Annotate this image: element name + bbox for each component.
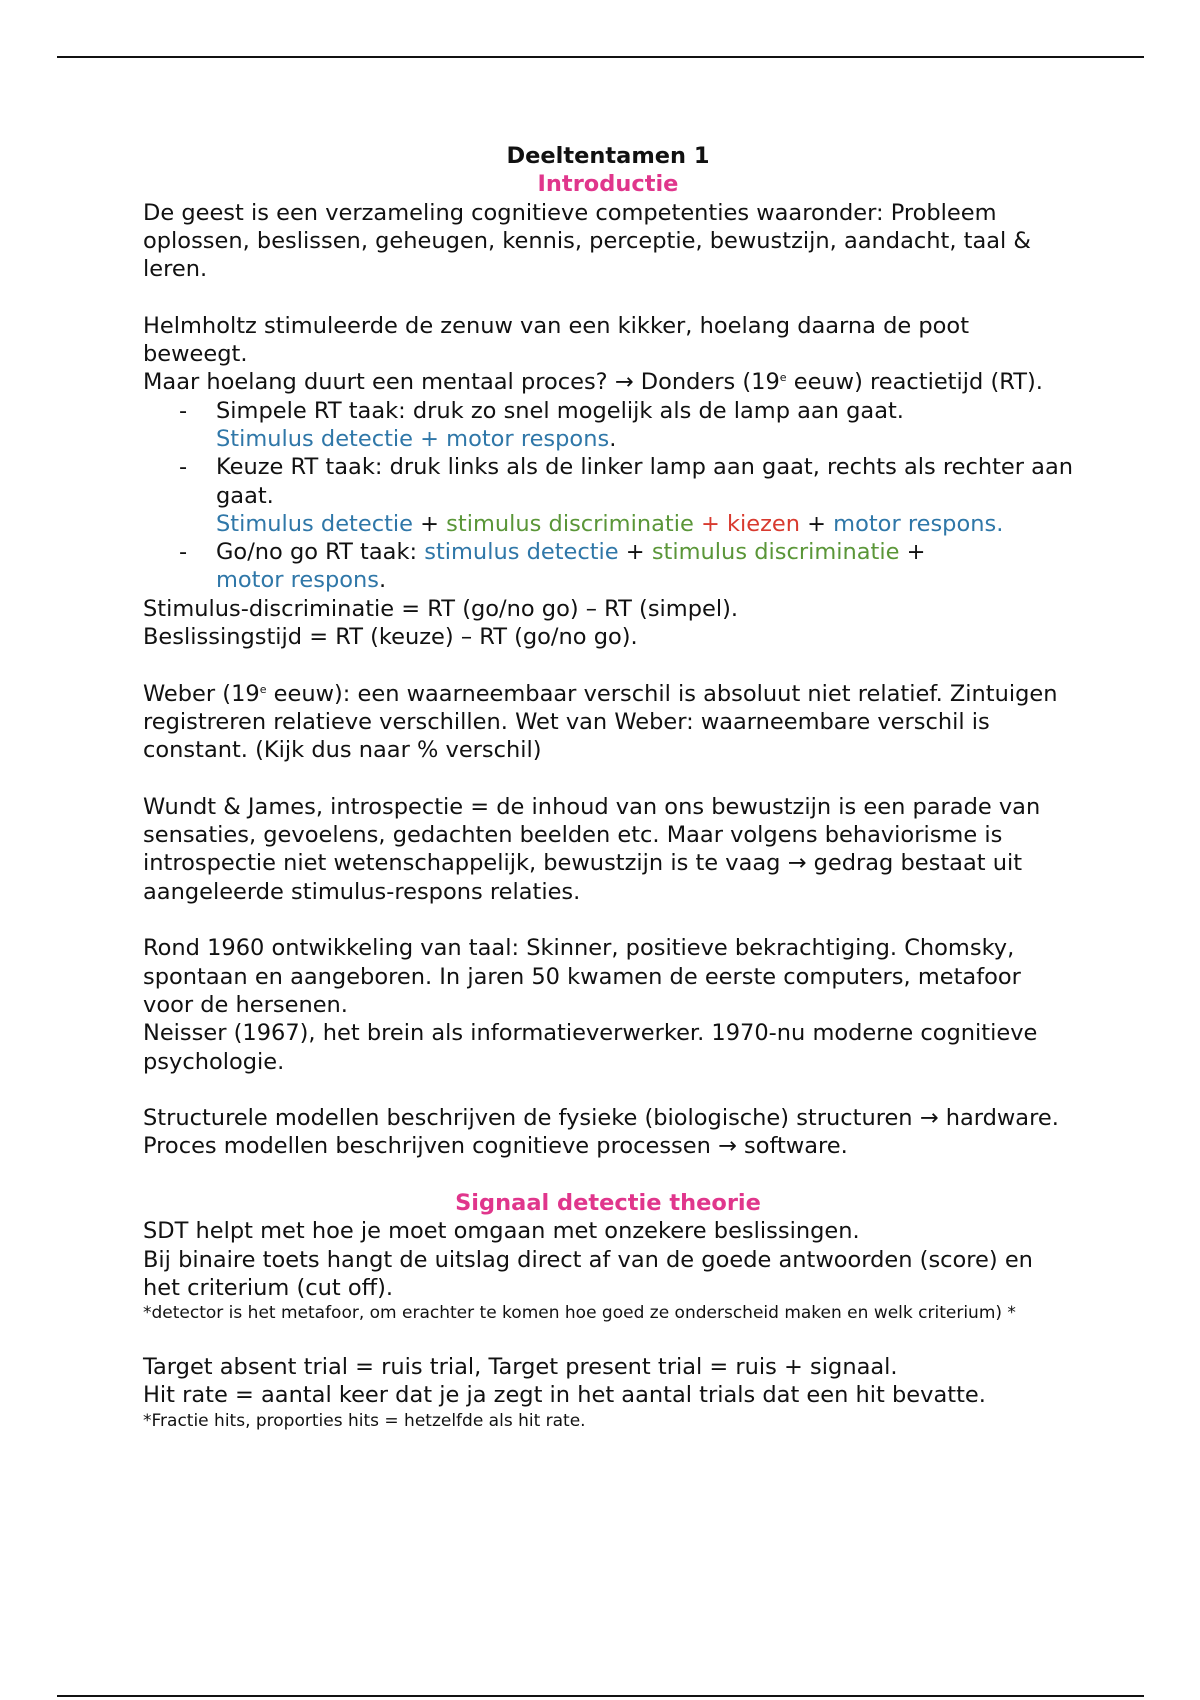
paragraph-hit-rate: Hit rate = aantal keer dat je ja zegt in het aantal trials dat een hit bevatte. xyxy=(143,1382,986,1409)
bottom-rule xyxy=(57,1695,1144,1697)
plus: + xyxy=(800,510,834,537)
donders-pre: Maar hoelang duurt een mentaal proces? → Donders (19 xyxy=(143,369,780,396)
go-no-go-text: Go/no go RT taak: xyxy=(216,539,425,566)
paragraph-sdt: SDT helpt met hoe je moet omgaan met onzekere beslissingen. xyxy=(143,1218,860,1245)
plus: + xyxy=(899,539,926,566)
document-title: Deeltentamen 1 xyxy=(506,143,710,169)
period: . xyxy=(379,567,387,594)
note-detector: *detector is het metafoor, om erachter te komen hoe goed ze onderscheid maken en welk criterium) * xyxy=(143,1303,1016,1324)
plus: + xyxy=(413,510,447,537)
weber-post: eeuw): een waarneembaar verschil is absoluut niet relatief. Zintuigen registreren relatieve verschillen. Wet van Weber: waarneembare verschil is constant. (Kijk dus naar % verschil) xyxy=(143,680,1058,764)
blank-line xyxy=(143,906,1073,934)
section-heading-introductie: Introductie xyxy=(537,171,679,198)
motor-respons-term: motor respons xyxy=(216,567,380,594)
list-item-keuze-rt xyxy=(143,453,1073,538)
list-item-simpele-rt xyxy=(143,397,1073,454)
motor-respons-term: motor respons. xyxy=(833,510,1004,537)
formula-stimulus-discriminatie: Stimulus-discriminatie = RT (go/no go) – RT (simpel). xyxy=(143,595,739,622)
paragraph-donders xyxy=(143,368,1073,396)
paragraph-neisser: Neisser (1967), het brein als informatieverwerker. 1970-nu moderne cognitieve psychologie. xyxy=(143,1020,1038,1075)
blank-line xyxy=(143,1325,1073,1353)
top-rule xyxy=(57,56,1144,58)
stimulus-detectie-term: Stimulus detectie xyxy=(216,510,413,537)
period: . xyxy=(609,425,617,452)
formula-beslissingstijd: Beslissingstijd = RT (keuze) – RT (go/no go). xyxy=(143,624,638,651)
paragraph-geest: De geest is een verzameling cognitieve competenties waaronder: Probleem oplossen, beslissen, geheugen, kennis, perceptie, bewustzijn, aandacht, taal & leren. xyxy=(143,199,1031,283)
stimulus-discriminatie-term: stimulus discriminatie xyxy=(651,539,900,566)
keuze-rt-text: Keuze RT taak: druk links als de linker lamp aan gaat, rechts als rechter aan gaat. xyxy=(216,454,1073,509)
donders-superscript: e xyxy=(779,371,787,385)
blank-line xyxy=(143,651,1073,679)
dash-marker: - xyxy=(179,397,188,424)
plus: + xyxy=(618,539,652,566)
paragraph-structurele-modellen: Structurele modellen beschrijven de fysieke (biologische) structuren → hardware. xyxy=(143,1105,1059,1132)
simpele-rt-components: Stimulus detectie + motor respons xyxy=(216,425,610,452)
weber-pre: Weber (19 xyxy=(143,680,260,707)
blank-line xyxy=(143,1076,1073,1104)
list-item-go-no-go-rt xyxy=(143,538,1073,595)
paragraph-proces-modellen: Proces modellen beschrijven cognitieve processen → software. xyxy=(143,1133,848,1160)
rt-task-list xyxy=(143,397,1073,595)
paragraph-weber xyxy=(143,680,1073,765)
simpele-rt-text: Simpele RT taak: druk zo snel mogelijk als de lamp aan gaat. xyxy=(216,397,904,424)
donders-post: eeuw) reactietijd (RT). xyxy=(786,369,1043,396)
weber-superscript: e xyxy=(259,682,267,696)
blank-line xyxy=(143,283,1073,311)
blank-line xyxy=(143,1161,1073,1189)
dash-marker: - xyxy=(179,539,188,566)
dash-marker: - xyxy=(179,454,188,481)
section-heading-signaal-detectie: Signaal detectie theorie xyxy=(455,1189,761,1216)
paragraph-wundt-james: Wundt & James, introspectie = de inhoud van ons bewustzijn is een parade van sensaties, gevoelens, gedachten beelden etc. Maar volgens behaviorisme is introspectie niet wetenschappelijk, bewustzijn is te vaag → gedrag bestaat uit aangeleerde stimulus-respons relaties. xyxy=(143,793,1041,905)
document-body xyxy=(143,142,1073,1432)
note-fractie-hits: *Fractie hits, proporties hits = hetzelfde als hit rate. xyxy=(143,1410,586,1431)
stimulus-detectie-term: stimulus detectie xyxy=(424,539,619,566)
blank-line xyxy=(143,765,1073,793)
stimulus-discriminatie-term: stimulus discriminatie xyxy=(446,510,694,537)
paragraph-binaire-toets: Bij binaire toets hangt de uitslag direct af van de goede antwoorden (score) en het criterium (cut off). xyxy=(143,1246,1033,1301)
kiezen-term: + kiezen xyxy=(693,510,800,537)
paragraph-helmholtz: Helmholtz stimuleerde de zenuw van een kikker, hoelang daarna de poot beweegt. xyxy=(143,312,970,368)
paragraph-target-trial: Target absent trial = ruis trial, Target present trial = ruis + signaal. xyxy=(143,1353,898,1380)
paragraph-rond-1960: Rond 1960 ontwikkeling van taal: Skinner, positieve bekrachtiging. Chomsky, spontaan en aangeboren. In jaren 50 kwamen de eerste computers, metafoor voor de hersenen. xyxy=(143,935,1021,1018)
